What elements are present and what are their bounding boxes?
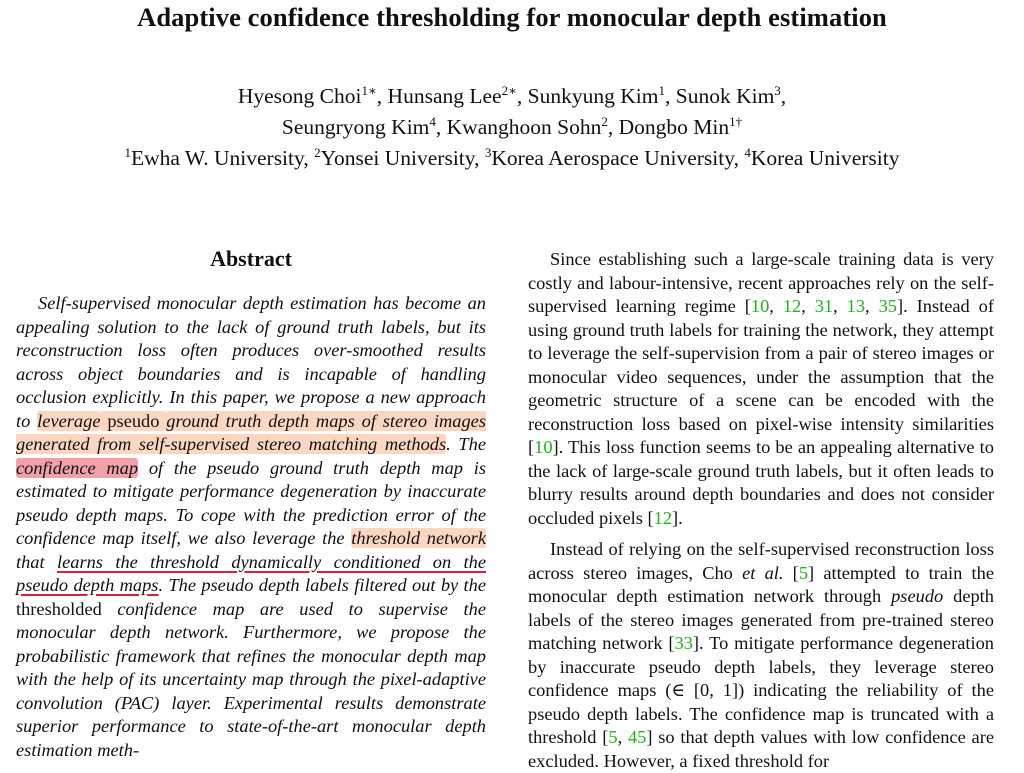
author-name: Sunok Kim (675, 84, 775, 108)
highlight-confidence-map: confidence map (16, 457, 139, 478)
author-sup: 4 (429, 114, 436, 129)
author-name: Sunkyung Kim (527, 84, 659, 108)
body-text-run: , (617, 727, 628, 747)
body-text-run: ]. This loss function seems to be an appealing alternative to the lack of large-scale ground truth labels, but it often leads to blurry results around depth boundaries and does not consider occluded pixels [ (528, 437, 994, 528)
author-line-2: Seungryong Kim$^4$, Kwanghoon Sohn$^2$, Dongbo Min$^{1\dagger}$ (281, 114, 743, 139)
body-paragraph-2 (528, 538, 994, 773)
body-text-run: , (833, 296, 847, 316)
affiliation-line: $^1$Ewha W. University, $^2$Yonsei University, $^3$Korea Aerospace University, $^4$Korea University (124, 145, 900, 170)
author-sup: 1∗ (361, 83, 377, 98)
affiliation-sup: 1 (124, 145, 131, 160)
left-column (16, 240, 486, 762)
citation-link[interactable]: 31 (814, 296, 834, 316)
underline-learns-threshold: learns the threshold dynamically conditioned on the pseudo depth maps (16, 551, 486, 595)
citation-link[interactable]: 10 (750, 296, 770, 316)
body-text-run: Since establishing such a large-scale training data is very costly and labour-intensive, recent approaches rely on the self-supervised learning regime [ (528, 249, 994, 316)
body-text-run: , (865, 296, 879, 316)
citation-link[interactable]: 45 (627, 727, 647, 747)
citation-link[interactable]: 12 (782, 296, 802, 316)
affiliation: Yonsei University (320, 146, 475, 170)
body-paragraph-1 (528, 248, 994, 530)
abstract-text-run: that (16, 551, 57, 572)
body-text-run: ] so that depth values with low confidence are excluded. However, a fixed threshold for (528, 727, 994, 771)
body-text-run: ]. Instead of using ground truth labels for training the network, they attempt to leverage the self-supervision from a pair of stereo images or monocular video sequences, under the assumption that the geometric structure of a scene can be encoded with the reconstruction loss based on pixel-wise intensity similarities [ (528, 296, 994, 457)
affiliation: Korea Aerospace University (491, 146, 734, 170)
citation-link[interactable]: 12 (653, 507, 673, 528)
affiliation-sup: 3 (484, 145, 492, 160)
author-name: Hunsang Lee (387, 84, 502, 108)
highlight-pseudo: pseudo (100, 410, 167, 431)
body-text-run: [ (783, 562, 799, 583)
author-sup: 1 (658, 83, 665, 98)
citation-link[interactable]: 5 (608, 727, 618, 747)
affiliation-sup: 2 (314, 145, 321, 160)
author-block (0, 82, 1024, 175)
citation-link[interactable]: 10 (534, 437, 553, 457)
abstract-text-run: Self-supervised monocular depth estimation has become an appealing solution to the lack of ground truth labels, but its reconstruction loss often produces over-smoothed results across object boundaries and is incapable of handling occlusion explicitly. In this paper, we propose a new approach to (16, 293, 486, 431)
abstract-text-run: . The pseudo depth labels filtered out by the (158, 575, 486, 595)
author-name: Dongbo Min (618, 115, 730, 139)
right-column (528, 248, 994, 773)
paper-title: Adaptive confidence thresholding for monocular depth estimation (137, 2, 887, 32)
author-name: Kwanghoon Sohn (446, 115, 602, 139)
body-italic-etal: et al. (742, 562, 784, 583)
body-text-run: , (769, 296, 783, 316)
citation-link[interactable]: 35 (878, 296, 897, 316)
abstract-text-run: of the pseudo ground truth depth map is estimated to mitigate performance degeneration by inaccurate pseudo depth maps. To cope with the prediction error of the confidence map itself, we also leverage the (16, 457, 486, 548)
highlight-ground-truth: ground truth depth maps of stereo images generated from self-supervised stereo matching methods (16, 410, 486, 454)
body-text-run: Instead of relying on the self-supervised reconstruction loss across stereo images, Cho (528, 539, 994, 583)
author-name: Seungryong Kim (281, 115, 430, 139)
citation-link[interactable]: 33 (674, 633, 693, 653)
abstract-text-run: confidence map are used to supervise the monocular depth network. Furthermore, we propose the probabilistic framework that refines the monocular depth map with the help of its uncertainty map through the pixel-adaptive convolution (PAC) layer. Experimental results demonstrate superior performance to state-of-the-art monocular depth estimation meth- (16, 598, 486, 760)
body-text-run: ]. To mitigate performance degeneration by inaccurate pseudo depth labels, they leverage stereo confidence maps (∈ [0, 1]) indicating the reliability of the pseudo depth labels. The confidence map is truncated with a threshold [ (528, 633, 994, 747)
abstract-text-run: . The (446, 434, 486, 454)
abstract-text (16, 292, 486, 762)
author-line-1: Hyesong Choi$^{1∗}$, Hunsang Lee$^{2∗}$, Sunkyung Kim$^1$, Sunok Kim$^3$, (237, 83, 787, 108)
body-text-run: , (801, 296, 815, 316)
body-text-run: ] attempted to train the monocular depth estimation network through (528, 562, 994, 606)
highlight-leverage: leverage (37, 410, 101, 431)
body-italic-pseudo: pseudo (891, 586, 944, 606)
citation-link[interactable]: 5 (798, 562, 809, 583)
affiliation: Korea University (750, 146, 900, 170)
author-sup: 3 (774, 83, 781, 98)
affiliation: Ewha W. University (130, 146, 304, 170)
affiliation-sup: 4 (744, 145, 751, 160)
body-text-run: ]. (672, 507, 683, 528)
body-text-run: depth labels of the stereo images generated from pre-trained stereo matching network [ (528, 586, 994, 653)
citation-link[interactable]: 13 (846, 296, 866, 316)
author-sup: 2 (601, 114, 608, 129)
highlight-threshold-network: threshold network (351, 528, 486, 548)
author-name: Hyesong Choi (237, 84, 362, 108)
upright-thresholded: thresholded (16, 598, 102, 619)
author-sup: 2∗ (501, 83, 517, 98)
author-sup: 1† (729, 114, 743, 129)
abstract-heading: Abstract (210, 246, 292, 271)
